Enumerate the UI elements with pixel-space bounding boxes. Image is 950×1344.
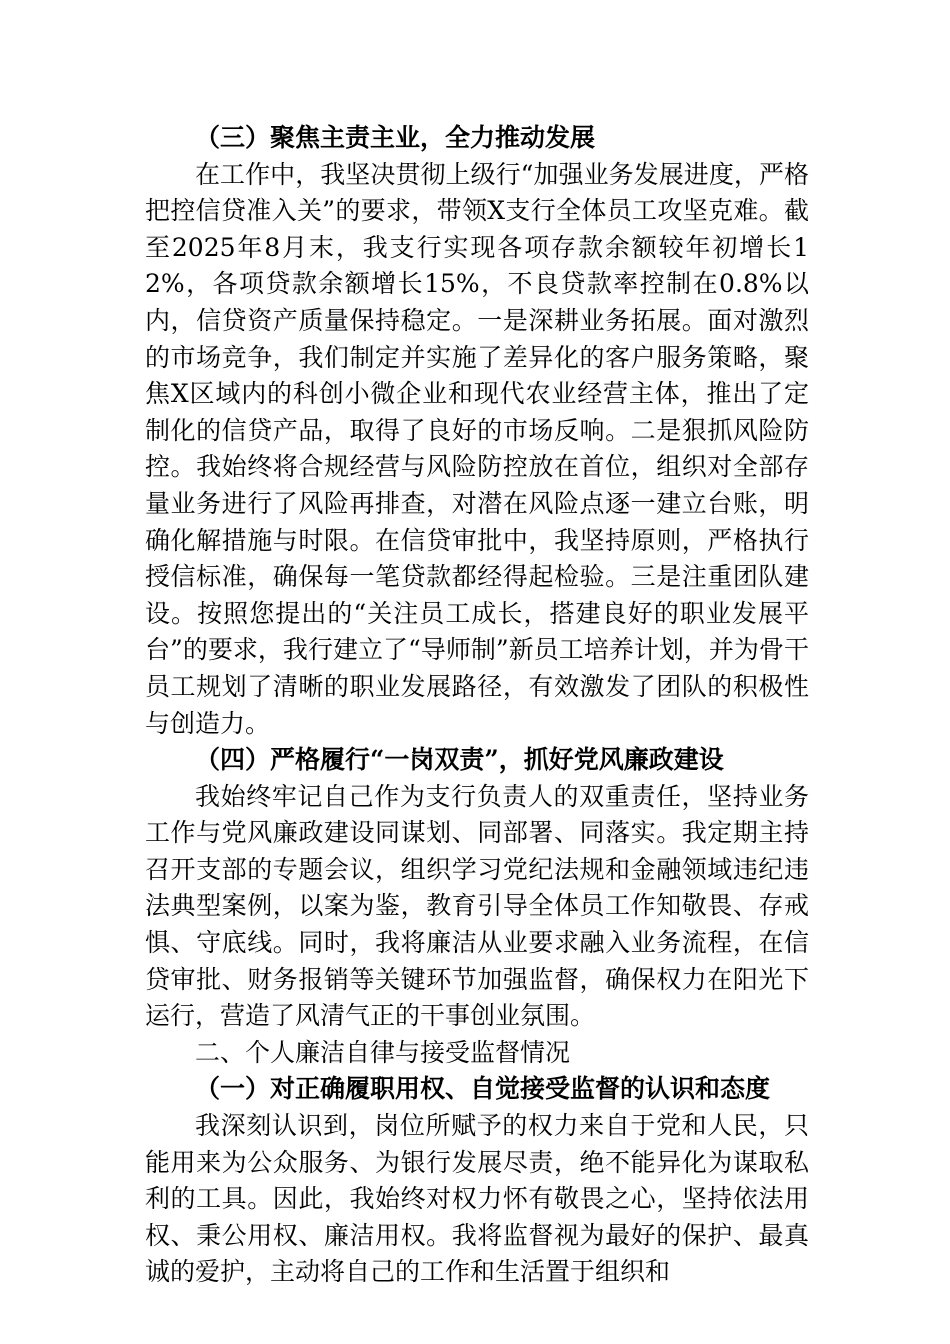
section-heading-4: （四）严格履行“一岗双责”，抓好党风廉政建设 (195, 745, 724, 775)
body-paragraph-3: 我深刻认识到，岗位所赋予的权力来自于党和人民，只能用来为公众服务、为银行发展尽责，绝不能异化为谋取私利的工具。因此，我始终对权力怀有敬畏之心，坚持依法用权、秉公用权、廉洁用权。我将监督视为最好的保护、最真诚的爱护，主动将自己的工作和生活置于组织和 (145, 1111, 809, 1287)
body-paragraph-2: 我始终牢记自己作为支行负责人的双重责任，坚持业务工作与党风廉政建设同谋划、同部署、同落实。我定期主持召开支部的专题会议，组织学习党纪法规和金融领域违纪违法典型案例，以案为鉴，教育引导全体员工作知敬畏、存戒惧、守底线。同时，我将廉洁从业要求融入业务流程，在信贷审批、财务报销等关键环节加强监督，确保权力在阳光下运行，营造了风清气正的干事创业氛围。 (145, 781, 809, 1031)
section-heading-3: （三）聚焦主责主业，全力推动发展 (195, 123, 596, 152)
section-heading-1: （一）对正确履职用权、自觉接受监督的认识和态度 (195, 1074, 771, 1104)
document-page (145, 120, 809, 1291)
body-paragraph-1: 在工作中，我坚决贯彻上级行“加强业务发展进度，严格把控信贷准入关”的要求，带领X支行全体员工攻坚克难。截至2025年8月末，我支行实现各项存款余额较年初增长12%，各项贷款余额增长15%，不良贷款率控制在0.8%以内，信贷资产质量保持稳定。一是深耕业务拓展。面对激烈的市场竞争，我们制定并实施了差异化的客户服务策略，聚焦X区域内的科创小微企业和现代农业经营主体，推出了定制化的信贷产品，取得了良好的市场反响。二是狠抓风险防控。我始终将合规经营与风险防控放在首位，组织对全部存量业务进行了风险再排查，对潜在风险点逐一建立台账，明确化解措施与时限。在信贷审批中，我坚持原则，严格执行授信标准，确保每一笔贷款都经得起检验。三是注重团队建设。按照您提出的“关注员工成长，搭建良好的职业发展平台”的要求，我行建立了“导师制”新员工培养计划，并为骨干员工规划了清晰的职业发展路径，有效激发了团队的积极性与创造力。 (145, 159, 809, 738)
chapter-heading-2: 二、个人廉洁自律与接受监督情况 (195, 1037, 571, 1067)
